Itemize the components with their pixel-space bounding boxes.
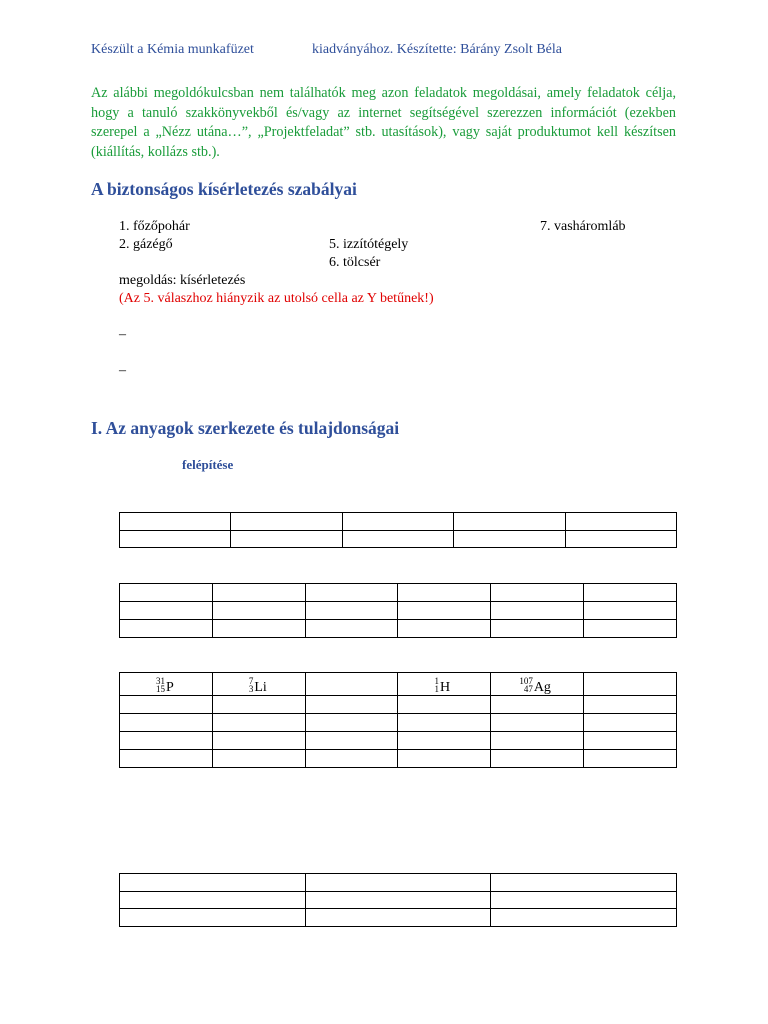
table-cell[interactable] (342, 513, 453, 531)
isotope-atomic: 3 (248, 684, 254, 694)
table-cell[interactable] (305, 602, 398, 620)
isotope-symbol: Li (254, 680, 267, 695)
table-cell[interactable] (305, 892, 491, 909)
header-right: kiadványához. Készítette: Bárány Zsolt Béla (312, 42, 562, 57)
table-cell[interactable] (305, 696, 398, 714)
table-cell[interactable] (454, 513, 565, 531)
table-cell[interactable] (565, 531, 676, 548)
isotope-mass: 31 (156, 676, 165, 686)
table-cell[interactable] (398, 602, 491, 620)
isotope-atomic: 15 (156, 684, 165, 694)
answer-dash-2: – (119, 363, 126, 378)
table-cell[interactable] (212, 602, 305, 620)
table-cell[interactable] (398, 696, 491, 714)
intro-paragraph: Az alábbi megoldókulcsban nem találhatók meg azon feladatok megoldásai, amely feladatok célja, hogy a tanuló szakkönyvekből és/vagy az internet segítségével szerezzen információt (ezekben szerepel a „Nézz utána…”, „Projektfeladat” stb. utasítások), vagy saját produktumot kell készítsen (kiállítás, kollázs stb.). (91, 85, 676, 160)
table-cell[interactable] (398, 732, 491, 750)
table-cell[interactable] (305, 584, 398, 602)
table-row (120, 602, 677, 620)
table-cell[interactable] (120, 714, 213, 732)
table-cell[interactable] (584, 602, 677, 620)
table-cell[interactable] (120, 620, 213, 638)
table-row (120, 750, 677, 768)
isotope-mass: 1 (434, 676, 439, 686)
correction-note: (Az 5. válaszhoz hiányzik az utolsó cella az Y betűnek!) (119, 291, 434, 306)
table-cell[interactable] (584, 714, 677, 732)
isotope-table (119, 672, 677, 768)
table-row (120, 620, 677, 638)
table-cell[interactable] (212, 732, 305, 750)
table-cell[interactable] (305, 714, 398, 732)
table-cell[interactable] (398, 750, 491, 768)
table-cell[interactable] (305, 909, 491, 927)
table-cell[interactable] (305, 874, 491, 892)
isotope-mass: 7 (248, 676, 254, 686)
table-cell[interactable] (120, 732, 213, 750)
table-cell[interactable] (491, 620, 584, 638)
table-cell[interactable] (565, 513, 676, 531)
table-row (120, 732, 677, 750)
section-title-safety: A biztonságos kísérletezés szabályai (91, 179, 357, 199)
table-cell[interactable] (231, 513, 342, 531)
header-left: Készült a Kémia munkafüzet (91, 42, 254, 57)
table-cell[interactable] (491, 874, 677, 892)
table-cell[interactable] (491, 750, 584, 768)
table-cell[interactable] (120, 874, 306, 892)
table-cell[interactable] (584, 673, 677, 696)
table-cell[interactable] (454, 531, 565, 548)
isotope-mass: 107 (519, 676, 533, 686)
table-cell[interactable] (120, 750, 213, 768)
isotope-cell-h (398, 673, 491, 696)
table-cell[interactable] (212, 750, 305, 768)
table-cell[interactable] (491, 696, 584, 714)
table-row (120, 696, 677, 714)
isotope-atomic: 1 (434, 684, 439, 694)
table-row (120, 513, 677, 531)
table-cell[interactable] (491, 584, 584, 602)
table-4 (119, 873, 677, 927)
table-cell[interactable] (584, 750, 677, 768)
table-cell[interactable] (398, 620, 491, 638)
table-cell[interactable] (491, 714, 584, 732)
table-cell[interactable] (305, 732, 398, 750)
table-cell[interactable] (491, 909, 677, 927)
isotope-cell-p (120, 673, 213, 696)
table-cell[interactable] (212, 714, 305, 732)
solution-text: megoldás: kísérletezés (119, 273, 246, 288)
table-cell[interactable] (212, 696, 305, 714)
answer-item-1: 1. főzőpohár (119, 219, 190, 234)
table-row (120, 584, 677, 602)
table-cell[interactable] (491, 732, 584, 750)
table-cell[interactable] (305, 673, 398, 696)
table-cell[interactable] (120, 531, 231, 548)
table-cell[interactable] (305, 750, 398, 768)
table-cell[interactable] (491, 892, 677, 909)
table-cell[interactable] (212, 584, 305, 602)
isotope-cell-ag (491, 673, 584, 696)
table-cell[interactable] (398, 714, 491, 732)
table-row (120, 909, 677, 927)
table-cell[interactable] (212, 620, 305, 638)
table-row (120, 673, 677, 696)
table-row (120, 714, 677, 732)
table-cell[interactable] (584, 696, 677, 714)
table-cell[interactable] (584, 620, 677, 638)
answer-item-6: 6. tölcsér (329, 255, 381, 270)
table-cell[interactable] (584, 732, 677, 750)
table-cell[interactable] (120, 909, 306, 927)
table-row (120, 874, 677, 892)
table-cell[interactable] (120, 892, 306, 909)
table-row (120, 531, 677, 548)
isotope-symbol: P (166, 680, 174, 695)
answer-dash-1: – (119, 327, 126, 342)
answer-item-2: 2. gázégő (119, 237, 173, 252)
isotope-atomic: 47 (523, 684, 533, 694)
answer-item-5: 5. izzítótégely (329, 237, 409, 252)
table-1 (119, 512, 677, 548)
isotope-symbol: Ag (533, 680, 551, 695)
table-cell[interactable] (584, 584, 677, 602)
table-cell[interactable] (120, 696, 213, 714)
table-cell[interactable] (491, 602, 584, 620)
table-row (120, 892, 677, 909)
table-cell[interactable] (398, 584, 491, 602)
table-cell[interactable] (342, 531, 453, 548)
section-subtitle: felépítése (182, 457, 234, 472)
section-title-matter: I. Az anyagok szerkezete és tulajdonságai (91, 418, 400, 438)
isotope-symbol: H (439, 680, 451, 695)
table-cell[interactable] (120, 584, 213, 602)
isotope-cell-li (212, 673, 305, 696)
table-cell[interactable] (305, 620, 398, 638)
answer-item-7: 7. vasháromláb (540, 219, 626, 234)
table-cell[interactable] (120, 602, 213, 620)
table-cell[interactable] (231, 531, 342, 548)
table-2 (119, 583, 677, 638)
table-cell[interactable] (120, 513, 231, 531)
